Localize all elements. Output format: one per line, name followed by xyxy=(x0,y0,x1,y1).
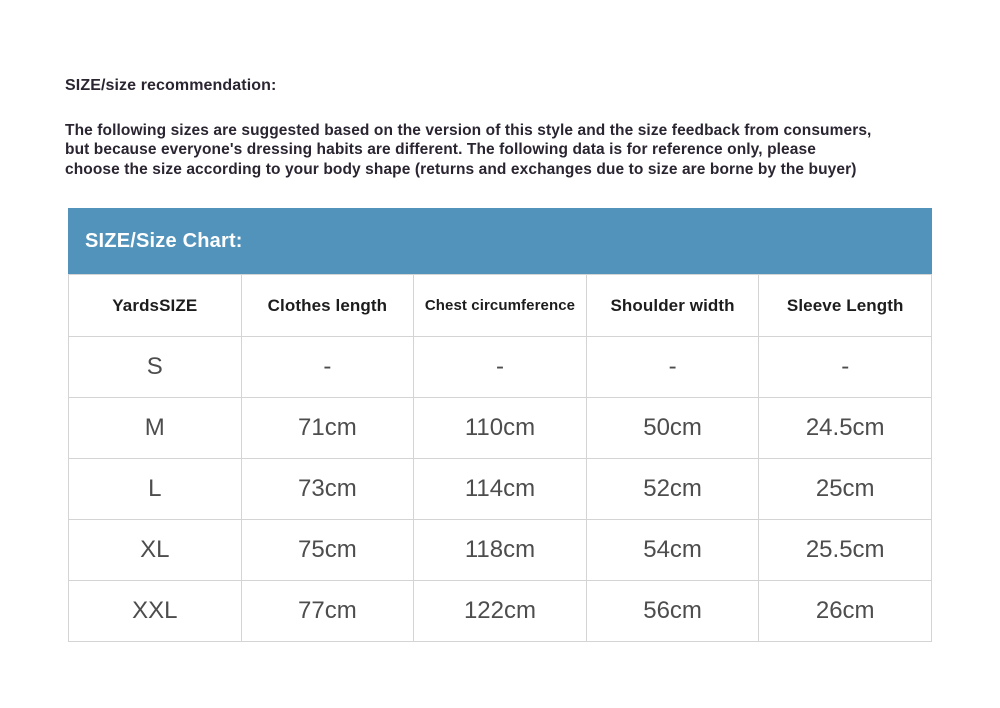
table-row-xl xyxy=(69,520,932,581)
size-table xyxy=(68,274,932,642)
column-header-clothes-length: Clothes length xyxy=(241,275,414,337)
table-row-s xyxy=(69,337,932,398)
table-cell: 75cm xyxy=(241,520,414,581)
size-chart-header-label: SIZE/Size Chart: xyxy=(85,229,243,252)
table-row-l xyxy=(69,459,932,520)
table-cell: 24.5cm xyxy=(759,398,932,459)
table-cell: - xyxy=(414,337,587,398)
table-cell: - xyxy=(241,337,414,398)
table-cell: 25.5cm xyxy=(759,520,932,581)
table-cell: 122cm xyxy=(414,581,587,642)
table-cell: 118cm xyxy=(414,520,587,581)
table-row-m xyxy=(69,398,932,459)
table-cell: 71cm xyxy=(241,398,414,459)
column-header-chest-circumference: Chest circumference xyxy=(414,275,587,337)
size-chart-header-bar xyxy=(68,208,932,274)
table-cell-size: XXL xyxy=(69,581,242,642)
table-cell: - xyxy=(759,337,932,398)
page-title: SIZE/size recommendation: xyxy=(65,77,277,94)
table-cell: 56cm xyxy=(586,581,759,642)
column-header-shoulder-width: Shoulder width xyxy=(586,275,759,337)
table-row-xxl xyxy=(69,581,932,642)
table-cell-size: S xyxy=(69,337,242,398)
table-cell: 52cm xyxy=(586,459,759,520)
size-description-line: but because everyone's dressing habits are different. The following data is for reference only, please xyxy=(65,141,816,159)
table-cell: 114cm xyxy=(414,459,587,520)
column-header-yards-size: YardsSIZE xyxy=(69,275,242,337)
table-cell: 73cm xyxy=(241,459,414,520)
table-cell: 110cm xyxy=(414,398,587,459)
size-description xyxy=(65,121,955,179)
column-header-sleeve-length: Sleeve Length xyxy=(759,275,932,337)
table-cell: 77cm xyxy=(241,581,414,642)
table-cell: 50cm xyxy=(586,398,759,459)
table-cell: - xyxy=(586,337,759,398)
table-cell-size: L xyxy=(69,459,242,520)
table-cell-size: M xyxy=(69,398,242,459)
size-description-line: choose the size according to your body shape (returns and exchanges due to size are borne by the buyer) xyxy=(65,160,857,178)
size-description-line: The following sizes are suggested based on the version of this style and the size feedback from consumers, xyxy=(65,122,872,139)
table-cell: 54cm xyxy=(586,520,759,581)
table-cell: 26cm xyxy=(759,581,932,642)
table-header-row xyxy=(69,275,932,337)
table-cell: 25cm xyxy=(759,459,932,520)
table-cell-size: XL xyxy=(69,520,242,581)
